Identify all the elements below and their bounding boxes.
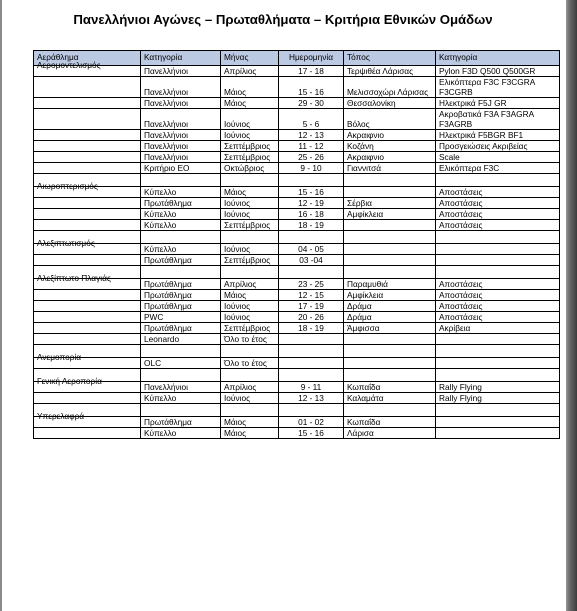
schedule-table xyxy=(33,50,560,439)
month-cell: Μάιος xyxy=(221,77,279,98)
sport-cell xyxy=(34,312,141,323)
empty-cell xyxy=(221,404,279,417)
class-cell xyxy=(436,428,560,439)
viewer-right-edge xyxy=(566,0,577,611)
category-cell: Κύπελλο xyxy=(141,244,221,255)
class-cell: Αποστάσεις xyxy=(436,209,560,220)
place-cell: Αμφίκλεια xyxy=(344,209,436,220)
date-cell: 01 - 02 xyxy=(279,417,344,428)
date-cell: 15 - 16 xyxy=(279,77,344,98)
empty-cell xyxy=(279,404,344,417)
place-cell: Τερψιθέα Λάρισας xyxy=(344,66,436,77)
empty-cell xyxy=(436,404,560,417)
month-cell: Όλο το έτος xyxy=(221,334,279,345)
class-cell: Ελικόπτερα F3C xyxy=(436,163,560,174)
month-cell: Σεπτέμβριος xyxy=(221,152,279,163)
date-cell: 23 - 25 xyxy=(279,279,344,290)
place-cell xyxy=(344,358,436,369)
category-cell: Κύπελλο xyxy=(141,187,221,198)
empty-cell xyxy=(141,345,221,358)
date-cell: 29 - 30 xyxy=(279,98,344,109)
class-cell: Ελικόπτερα F3C F3CGRA F3CGRB xyxy=(436,77,560,98)
month-cell: Ιούνιος xyxy=(221,244,279,255)
table-row xyxy=(34,312,560,323)
month-cell: Οκτώβριος xyxy=(221,163,279,174)
header-class: Κατηγορία xyxy=(436,51,560,66)
sport-cell xyxy=(34,272,141,290)
empty-cell xyxy=(344,174,436,187)
table-row xyxy=(34,428,560,439)
empty-cell xyxy=(221,174,279,187)
table-row xyxy=(34,98,560,109)
date-cell: 25 - 26 xyxy=(279,152,344,163)
empty-cell xyxy=(141,266,221,279)
empty-cell xyxy=(221,345,279,358)
date-cell: 12 - 13 xyxy=(279,130,344,141)
date-cell: 15 - 16 xyxy=(279,187,344,198)
sport-cell xyxy=(34,109,141,130)
place-cell: Μελισσοχώρι Λάρισας xyxy=(344,77,436,98)
date-cell: 17 - 18 xyxy=(279,66,344,77)
category-cell: Leonardo xyxy=(141,334,221,345)
date-cell: 20 - 26 xyxy=(279,312,344,323)
category-cell: Πρωτάθλημα xyxy=(141,301,221,312)
class-cell: Αποστάσεις xyxy=(436,279,560,290)
sport-label: Αλεξιπτωτισμός xyxy=(37,237,95,248)
sport-cell xyxy=(34,393,141,404)
page-left-edge xyxy=(0,0,2,611)
header-date: Ημερομηνία xyxy=(279,51,344,66)
table-row xyxy=(34,279,560,290)
table-row xyxy=(34,209,560,220)
month-cell: Ιούνιος xyxy=(221,393,279,404)
empty-cell xyxy=(221,266,279,279)
empty-cell xyxy=(436,174,560,187)
category-cell: PWC xyxy=(141,312,221,323)
table-row xyxy=(34,163,560,174)
month-cell: Απρίλιος xyxy=(221,66,279,77)
month-cell: Ιούνιος xyxy=(221,198,279,209)
sport-label: Αιωροπτερισμός xyxy=(37,180,98,191)
class-cell: Scale xyxy=(436,152,560,163)
place-cell: Κοζάνη xyxy=(344,141,436,152)
sport-cell xyxy=(34,180,141,198)
header-category: Κατηγορία xyxy=(141,51,221,66)
place-cell: Παραμυθιά xyxy=(344,279,436,290)
sport-cell xyxy=(34,290,141,301)
place-cell xyxy=(344,255,436,266)
empty-cell xyxy=(279,345,344,358)
sport-cell xyxy=(34,141,141,152)
month-cell: Όλο το έτος xyxy=(221,358,279,369)
table-row xyxy=(34,141,560,152)
class-cell xyxy=(436,358,560,369)
month-cell: Σεπτέμβριος xyxy=(221,255,279,266)
place-cell: Σέρβια xyxy=(344,198,436,209)
date-cell: 15 - 16 xyxy=(279,428,344,439)
category-cell: Κριτήριο ΕΟ xyxy=(141,163,221,174)
date-cell: 12 - 19 xyxy=(279,198,344,209)
class-cell: Προσγειώσεις Ακριβείας xyxy=(436,141,560,152)
sport-label: Γενική Αεροπορία xyxy=(37,375,102,386)
place-cell: Θεσσαλονίκη xyxy=(344,98,436,109)
place-cell: Καλαμάτα xyxy=(344,393,436,404)
sport-cell xyxy=(34,220,141,231)
empty-cell xyxy=(279,231,344,244)
table-row xyxy=(34,255,560,266)
sport-cell xyxy=(34,198,141,209)
place-cell: Δράμα xyxy=(344,301,436,312)
class-cell xyxy=(436,334,560,345)
month-cell: Απρίλιος xyxy=(221,382,279,393)
header-sport: Αεράθλημα xyxy=(34,51,141,66)
table-row xyxy=(34,290,560,301)
date-cell: 04 - 05 xyxy=(279,244,344,255)
month-cell: Μάιος xyxy=(221,417,279,428)
place-cell: Αμφίκλεια xyxy=(344,290,436,301)
date-cell: 16 - 18 xyxy=(279,209,344,220)
category-cell: Πρωτάθλημα xyxy=(141,417,221,428)
empty-cell xyxy=(344,369,436,382)
class-cell: Ηλεκτρικά F5J GR xyxy=(436,98,560,109)
date-cell: 5 - 6 xyxy=(279,109,344,130)
place-cell: Γιαννιτσά xyxy=(344,163,436,174)
header-month: Μήνας xyxy=(221,51,279,66)
spacer-row xyxy=(34,266,560,279)
category-cell: OLC xyxy=(141,358,221,369)
empty-cell xyxy=(141,231,221,244)
date-cell: 12 - 13 xyxy=(279,393,344,404)
empty-cell xyxy=(221,231,279,244)
sport-cell xyxy=(34,323,141,334)
category-cell: Πανελλήνιοι xyxy=(141,130,221,141)
empty-cell xyxy=(344,404,436,417)
empty-cell xyxy=(436,231,560,244)
empty-cell xyxy=(436,266,560,279)
class-cell xyxy=(436,255,560,266)
class-cell: Pylon F3D Q500 Q500GR xyxy=(436,66,560,77)
month-cell: Ιούνιος xyxy=(221,109,279,130)
category-cell: Πρωτάθλημα xyxy=(141,279,221,290)
place-cell xyxy=(344,220,436,231)
place-cell: Λάρισα xyxy=(344,428,436,439)
date-cell: 9 - 10 xyxy=(279,163,344,174)
category-cell: Πρωτάθλημα xyxy=(141,290,221,301)
class-cell: Αποστάσεις xyxy=(436,301,560,312)
class-cell: Αποστάσεις xyxy=(436,187,560,198)
table-row xyxy=(34,77,560,98)
place-cell: Βόλος xyxy=(344,109,436,130)
class-cell xyxy=(436,244,560,255)
month-cell: Σεπτέμβριος xyxy=(221,220,279,231)
category-cell: Κύπελλο xyxy=(141,428,221,439)
empty-cell xyxy=(141,404,221,417)
empty-cell xyxy=(221,369,279,382)
month-cell: Απρίλιος xyxy=(221,279,279,290)
empty-cell xyxy=(279,266,344,279)
category-cell: Πρωτάθλημα xyxy=(141,323,221,334)
table-row xyxy=(34,393,560,404)
empty-cell xyxy=(344,266,436,279)
date-cell xyxy=(279,334,344,345)
empty-cell xyxy=(344,345,436,358)
category-cell: Πανελλήνιοι xyxy=(141,109,221,130)
place-cell: Άμφισσα xyxy=(344,323,436,334)
category-cell: Πανελλήνιοι xyxy=(141,382,221,393)
date-cell: 03 -04 xyxy=(279,255,344,266)
table-row xyxy=(34,358,560,369)
empty-cell xyxy=(436,369,560,382)
month-cell: Σεπτέμβριος xyxy=(221,323,279,334)
sport-cell xyxy=(34,255,141,266)
category-cell: Κύπελλο xyxy=(141,393,221,404)
sport-label: Υπερελαφρά xyxy=(37,410,85,421)
class-cell: Ακρίβεια xyxy=(436,323,560,334)
category-cell: Πανελλήνιοι xyxy=(141,141,221,152)
class-cell: Rally Flying xyxy=(436,393,560,404)
month-cell: Μάιος xyxy=(221,187,279,198)
page-title: Πανελλήνιοι Αγώνες – Πρωταθλήματα – Κριτήρια Εθνικών Ομάδων xyxy=(73,12,493,27)
table-row xyxy=(34,334,560,345)
spacer-row xyxy=(34,345,560,358)
class-cell: Αποστάσεις xyxy=(436,220,560,231)
class-cell: Αποστάσεις xyxy=(436,198,560,209)
class-cell: Αποστάσεις xyxy=(436,312,560,323)
spacer-row xyxy=(34,231,560,244)
sport-cell xyxy=(34,59,141,77)
empty-cell xyxy=(141,174,221,187)
table-row xyxy=(34,198,560,209)
table-row xyxy=(34,382,560,393)
spacer-row xyxy=(34,369,560,382)
spacer-row xyxy=(34,174,560,187)
empty-cell xyxy=(344,231,436,244)
spacer-row xyxy=(34,404,560,417)
sport-label: Αλεξίπτωτο Πλαγιάς xyxy=(37,272,111,283)
place-cell: Ακραιφνιο xyxy=(344,152,436,163)
place-cell xyxy=(344,244,436,255)
month-cell: Μάιος xyxy=(221,428,279,439)
table-row xyxy=(34,109,560,130)
table-row xyxy=(34,187,560,198)
category-cell: Πανελλήνιοι xyxy=(141,77,221,98)
category-cell: Πρωτάθλημα xyxy=(141,198,221,209)
month-cell: Ιούνιος xyxy=(221,312,279,323)
place-cell: Κωπαΐδα xyxy=(344,417,436,428)
date-cell: 9 - 11 xyxy=(279,382,344,393)
class-cell: Ακροβατικά F3A F3AGRA F3AGRB xyxy=(436,109,560,130)
sport-cell xyxy=(34,152,141,163)
table-row xyxy=(34,66,560,77)
category-cell: Κύπελλο xyxy=(141,220,221,231)
category-cell: Κύπελλο xyxy=(141,209,221,220)
sport-cell xyxy=(34,98,141,109)
class-cell: Rally Flying xyxy=(436,382,560,393)
date-cell: 12 - 15 xyxy=(279,290,344,301)
class-cell: Ηλεκτρικά F5BGR BF1 xyxy=(436,130,560,141)
category-cell: Πανελλήνιοι xyxy=(141,66,221,77)
empty-cell xyxy=(436,345,560,358)
category-cell: Πανελλήνιοι xyxy=(141,98,221,109)
class-cell: Αποστάσεις xyxy=(436,290,560,301)
category-cell: Πανελλήνιοι xyxy=(141,152,221,163)
date-cell: 18 - 19 xyxy=(279,323,344,334)
date-cell xyxy=(279,358,344,369)
table-row xyxy=(34,417,560,428)
sport-cell xyxy=(34,130,141,141)
class-cell xyxy=(436,417,560,428)
date-cell: 17 - 19 xyxy=(279,301,344,312)
place-cell: Κωπαΐδα xyxy=(344,382,436,393)
date-cell: 11 - 12 xyxy=(279,141,344,152)
month-cell: Μάιος xyxy=(221,290,279,301)
place-cell xyxy=(344,334,436,345)
month-cell: Ιούνιος xyxy=(221,301,279,312)
empty-cell xyxy=(141,369,221,382)
month-cell: Ιούνιος xyxy=(221,130,279,141)
table-row xyxy=(34,244,560,255)
date-cell: 18 - 19 xyxy=(279,220,344,231)
sport-cell xyxy=(34,410,141,428)
sport-cell xyxy=(34,209,141,220)
category-cell: Πρωτάθλημα xyxy=(141,255,221,266)
sport-cell xyxy=(34,77,141,98)
table-row xyxy=(34,301,560,312)
sport-cell xyxy=(34,375,141,393)
place-cell xyxy=(344,187,436,198)
sport-label: Ανεμοπορία xyxy=(37,351,82,362)
sport-cell xyxy=(34,428,141,439)
sport-cell xyxy=(34,163,141,174)
place-cell: Ακραιφνιο xyxy=(344,130,436,141)
month-cell: Ιούνιος xyxy=(221,209,279,220)
sport-cell xyxy=(34,351,141,369)
sport-cell xyxy=(34,301,141,312)
empty-cell xyxy=(279,174,344,187)
table-row xyxy=(34,220,560,231)
month-cell: Μάιος xyxy=(221,98,279,109)
sport-label: Αερομοντελισμός xyxy=(37,59,101,70)
empty-cell xyxy=(279,369,344,382)
sport-cell xyxy=(34,334,141,345)
header-place: Τόπος xyxy=(344,51,436,66)
table-row xyxy=(34,130,560,141)
table-row xyxy=(34,323,560,334)
sport-cell xyxy=(34,237,141,255)
table-row xyxy=(34,152,560,163)
table-header-row xyxy=(34,51,560,66)
place-cell: Δράμα xyxy=(344,312,436,323)
month-cell: Σεπτέμβριος xyxy=(221,141,279,152)
